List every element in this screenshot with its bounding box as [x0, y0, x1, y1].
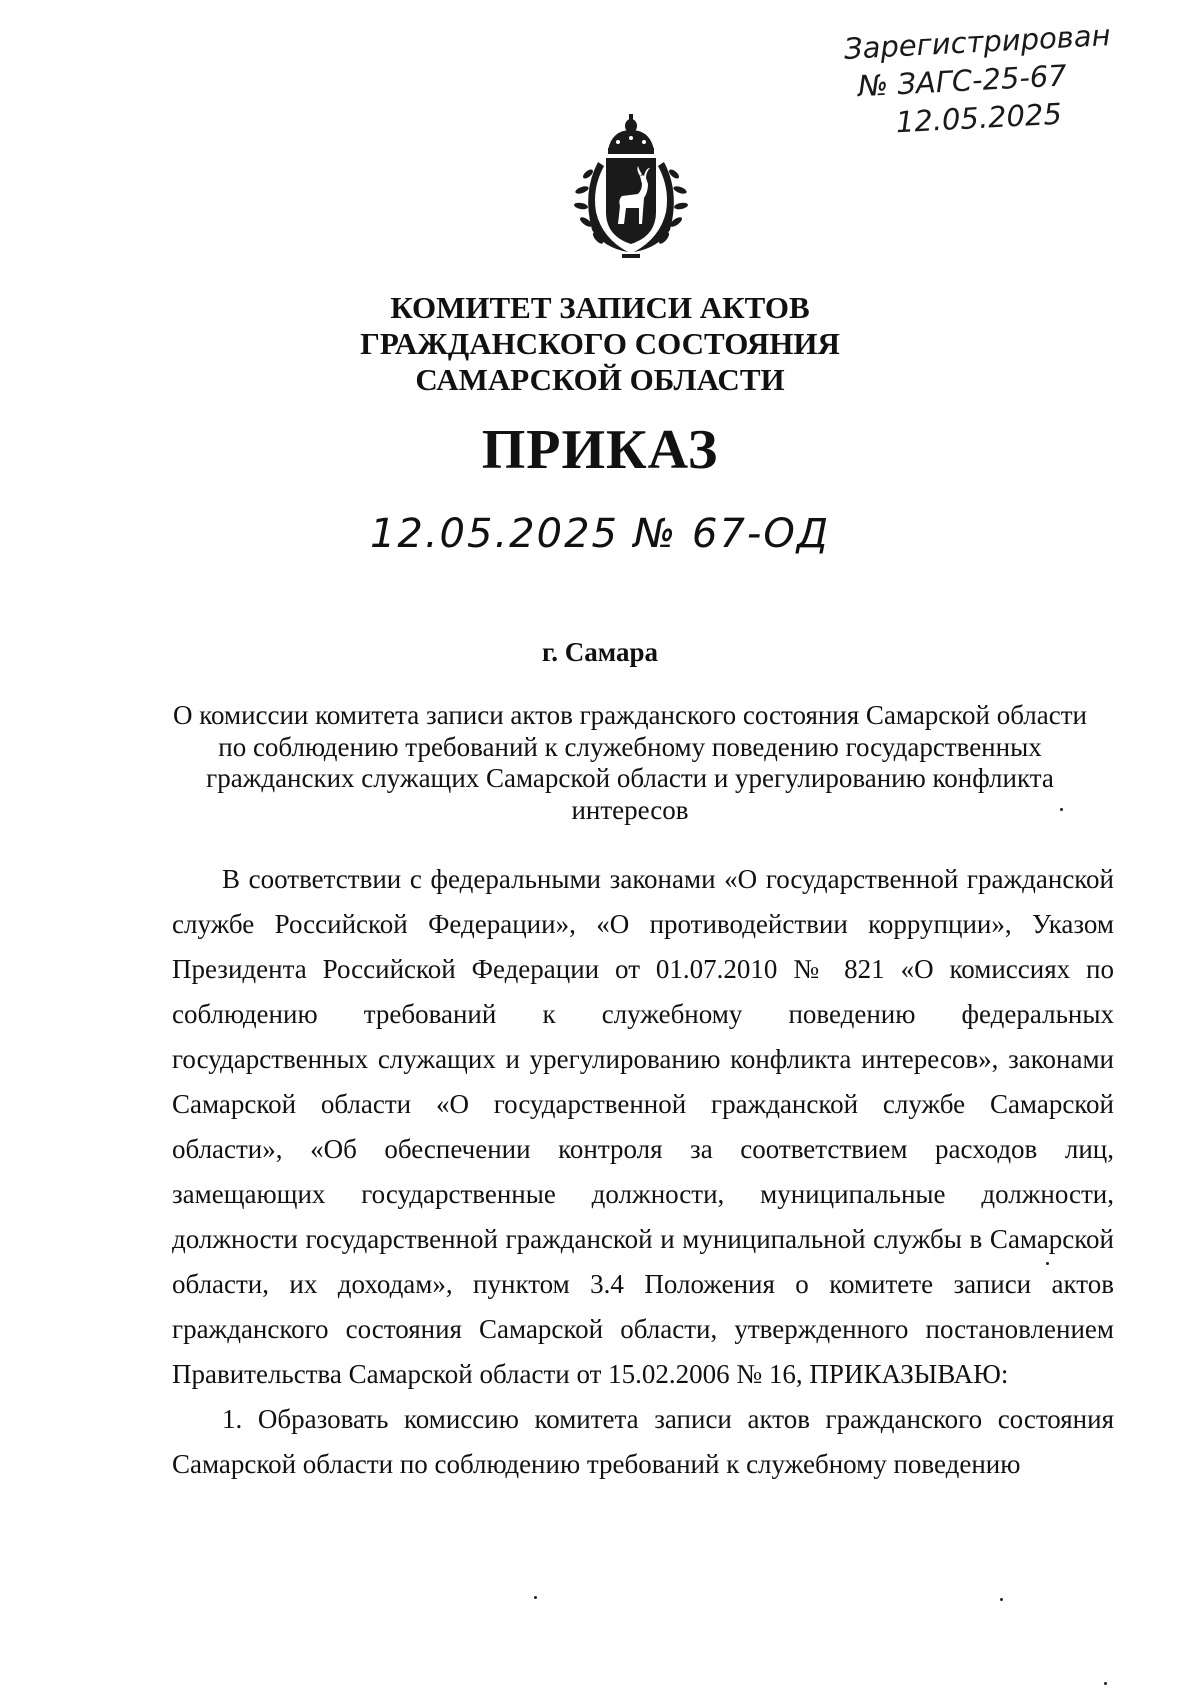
document-body	[172, 857, 1114, 1487]
authority-line-2: ГРАЖДАНСКОГО СОСТОЯНИЯ	[360, 326, 840, 361]
issuing-authority	[0, 290, 1200, 398]
registration-stamp	[843, 13, 1179, 144]
stamp-line-number: № ЗАГС-25-67	[857, 58, 1068, 104]
order-item-1: 1. Образовать комиссию комитета записи актов гражданского состояния Самарской области по соблюдению требований к служебному поведению	[172, 1404, 1114, 1479]
stamp-line-registered: Зарегистрирован	[843, 18, 1112, 66]
document-title: ПРИКАЗ	[481, 419, 719, 481]
document-city: г. Самара	[542, 637, 658, 667]
samara-region-coat-of-arms-icon	[568, 112, 694, 260]
authority-line-3: САМАРСКОЙ ОБЛАСТИ	[415, 362, 785, 397]
document-subject: О комиссии комитета записи актов гражданского состояния Самарской области по соблюдению требований к служебному поведению государственных гражданских служащих Самарской области и урегулированию конфликта интересов	[173, 700, 1087, 825]
order-date-number: 12.05.2025 № 67-ОД	[369, 511, 831, 557]
authority-line-1: КОМИТЕТ ЗАПИСИ АКТОВ	[390, 290, 810, 325]
stamp-line-date: 12.05.2025	[895, 96, 1063, 140]
preamble-paragraph: В соответствии с федеральными законами «О государственной гражданской службе Российской Федерации», «О противодействии коррупции», Указом Президента Российской Федерации от 01.07.2010 № 821 «О комиссиях по соблюдению требований к служебному поведению федеральных государственных служащих и урегулированию конфликта интересов», законами Самарской области «О государственной гражданской службе Самарской области», «Об обеспечении контроля за соответствием расходов лиц, замещающих государственные должности, муниципальные должности, должности государственной гражданской и муниципальной службы в Самарской области, их доходам», пунктом 3.4 Положения о комитете записи актов гражданского состояния Самарской области, утвержденного постановлением Правительства Самарской области от 15.02.2006 № 16, ПРИКАЗЫВАЮ:	[172, 864, 1114, 1389]
